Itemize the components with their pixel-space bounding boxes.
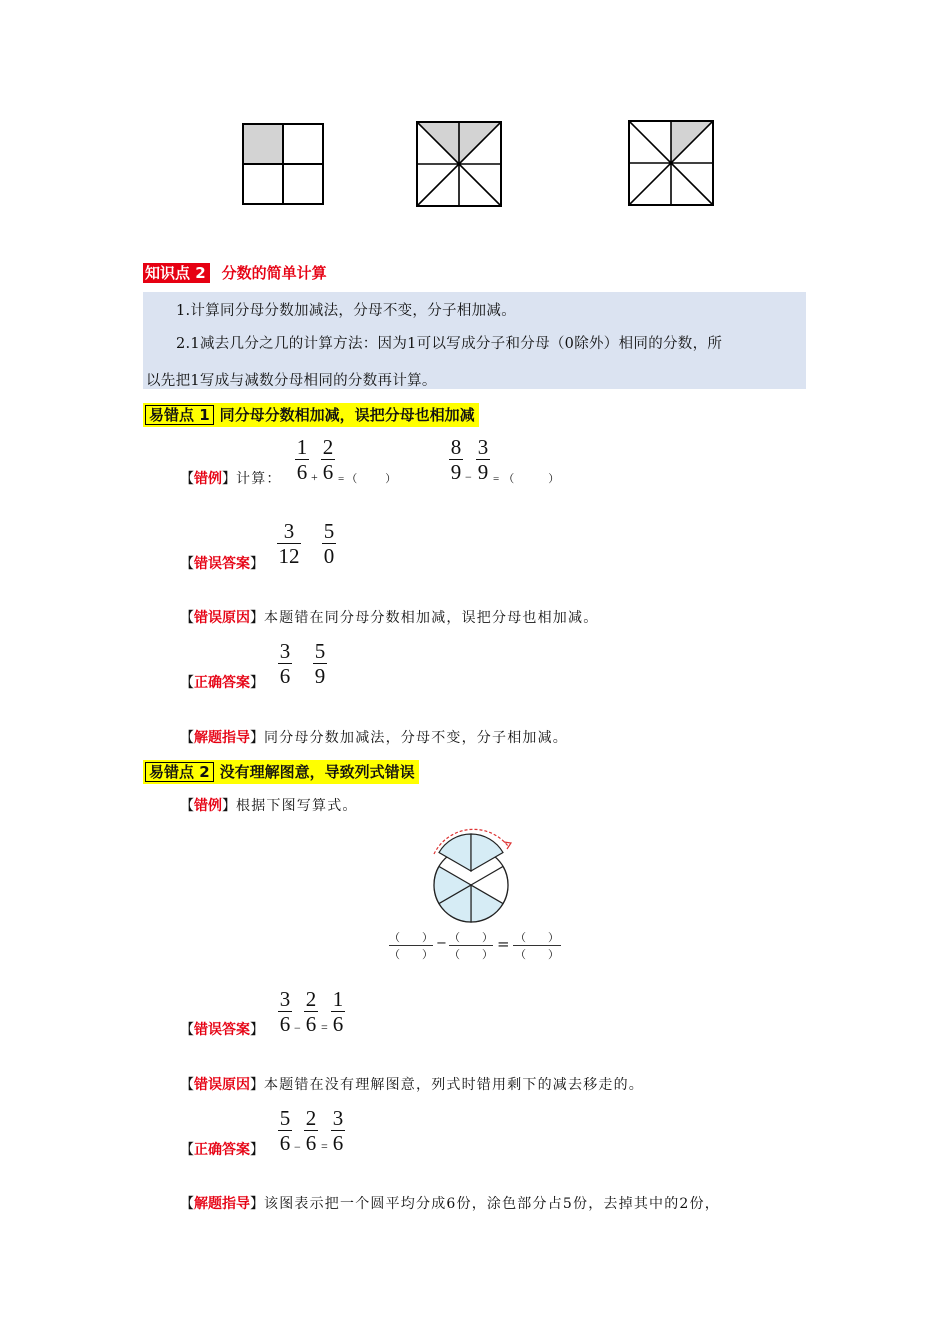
- m2-correct-fraction-c: 3 6: [332, 1106, 344, 1155]
- m1-wrong-answer-label: 【错误答案】: [180, 556, 264, 572]
- m1-reason: 【错误原因】本题错在同分母分数相加减，误把分母也相加减。: [180, 610, 599, 626]
- knowledge-point-title: 分数的简单计算: [221, 264, 327, 282]
- m1-ex2-fraction-b: 3 9: [477, 435, 489, 484]
- m2-wrong-answer-label: 【错误答案】: [180, 1022, 264, 1038]
- m2-example-text: 根据下图写算式。: [236, 798, 358, 814]
- m1-correct-fraction-2: 5 9: [314, 639, 326, 688]
- m2-wrong-fraction-b: 2 6: [305, 987, 317, 1036]
- m1-correct-answer-label: 【正确答案】: [180, 675, 264, 691]
- mistake-point-1-label: 易错点 1: [145, 405, 214, 425]
- circle-fraction-figure: [420, 828, 530, 928]
- m2-wrong-minus: −: [294, 1021, 301, 1035]
- m2-example: 【错例】根据下图写算式。: [180, 798, 358, 814]
- m2-correct-answer-label: 【正确答案】: [180, 1142, 264, 1158]
- knowledge-point-label: 知识点 2: [143, 263, 210, 283]
- blank-minus: −: [436, 936, 447, 951]
- m2-reason-text: 本题错在没有理解图意，列式时错用剩下的减去移走的。: [264, 1077, 644, 1093]
- blank-equals: =: [497, 935, 510, 953]
- m1-example-prefix: 计算：: [236, 471, 282, 487]
- m2-correct-minus: −: [294, 1140, 301, 1154]
- knowledge-line-2: 2.1减去几分之几的计算方法：因为1可以写成分子和分母（0除外）相同的分数，所: [176, 336, 723, 352]
- m1-example-label: 【错例】计算：: [180, 471, 282, 487]
- m2-wrong-fraction-c: 1 6: [332, 987, 344, 1036]
- m1-ex1-operator: +: [311, 470, 318, 484]
- m2-blank-equation: [389, 929, 565, 963]
- blank-fraction-3: （ ） （ ）: [515, 931, 559, 961]
- mistake-point-1-heading: [143, 403, 479, 427]
- m1-ex1-answer-blank: =（ ）: [338, 473, 399, 485]
- m2-guide: 【解题指导】该图表示把一个圆平均分成6份，涂色部分占5份，去掉其中的2份，: [180, 1196, 720, 1212]
- knowledge-point-heading: [143, 262, 327, 283]
- m1-correct-fraction-1: 3 6: [279, 639, 291, 688]
- knowledge-line-1: 1.计算同分母分数加减法，分母不变，分子相加减。: [176, 303, 517, 319]
- m2-correct-equals: =: [321, 1139, 328, 1153]
- mistake-point-2-heading: [143, 760, 419, 784]
- m1-reason-text: 本题错在同分母分数相加减，误把分母也相加减。: [264, 610, 599, 626]
- blank-fraction-2: （ ） （ ）: [449, 931, 493, 961]
- m2-correct-fraction-a: 5 6: [279, 1106, 291, 1155]
- m2-guide-text: 该图表示把一个圆平均分成6份，涂色部分占5份，去掉其中的2份，: [264, 1196, 720, 1212]
- blank-fraction-1: （ ） （ ）: [389, 931, 433, 961]
- m2-reason: 【错误原因】本题错在没有理解图意，列式时错用剩下的减去移走的。: [180, 1077, 644, 1093]
- m1-ex1-fraction-a: 1 6: [296, 435, 308, 484]
- m1-wrong-fraction-2: 5 0: [323, 519, 335, 568]
- m1-ex2-answer-blank: =（ ）: [493, 473, 564, 485]
- m1-wrong-fraction-1: 3 12: [278, 519, 300, 568]
- m2-correct-fraction-b: 2 6: [305, 1106, 317, 1155]
- m1-ex2-operator: −: [465, 470, 472, 484]
- m2-wrong-equals: =: [321, 1020, 328, 1034]
- square-figure-1: [243, 124, 323, 204]
- mistake-point-2-label: 易错点 2: [145, 762, 214, 782]
- m1-guide-text: 同分母分数加减法，分母不变，分子相加减。: [264, 730, 568, 746]
- knowledge-line-3: 以先把1写成与减数分母相同的分数再计算。: [146, 373, 437, 389]
- square-figure-2: [417, 122, 501, 206]
- mistake-point-2-title: 没有理解图意，导致列式错误: [219, 763, 415, 781]
- m1-guide: 【解题指导】同分母分数加减法，分母不变，分子相加减。: [180, 730, 568, 746]
- m2-wrong-fraction-a: 3 6: [279, 987, 291, 1036]
- m1-ex1-fraction-b: 2 6: [322, 435, 334, 484]
- mistake-point-1-title: 同分母分数相加减，误把分母也相加减: [219, 406, 475, 424]
- square-figure-3: [629, 121, 713, 205]
- shaded-square-figures: [230, 112, 730, 212]
- m1-ex2-fraction-a: 8 9: [450, 435, 462, 484]
